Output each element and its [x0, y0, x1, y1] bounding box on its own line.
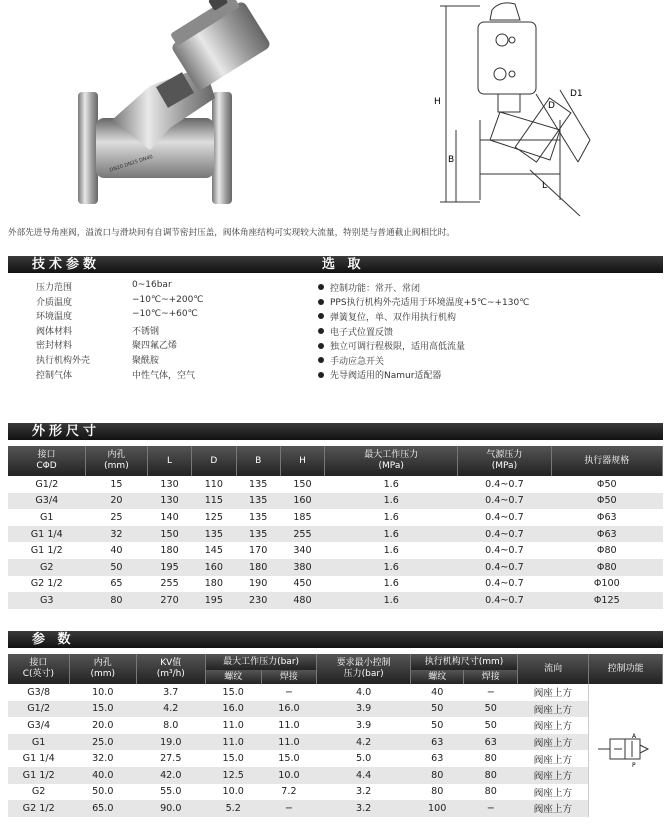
bullet-icon [318, 328, 324, 334]
table-cell: 135 [236, 526, 280, 543]
dim-label-b: B [448, 155, 455, 165]
dim-label-h: H [434, 97, 441, 107]
table-cell: 1.6 [383, 545, 399, 557]
table-cell: 3.9 [355, 719, 372, 731]
tech-param-row [36, 353, 203, 368]
section-bar-options: 选 取 [298, 256, 663, 273]
table-cell: 180 [160, 545, 179, 557]
option-item [318, 309, 529, 324]
table-cell: 80 [464, 767, 518, 784]
table-cell: G1 1/4 [22, 753, 55, 765]
option-text: PPS执行机构外壳适用于环境温度+5℃~+130℃ [330, 298, 530, 309]
table-cell: Φ63 [551, 526, 662, 543]
table-cell: 4.2 [136, 701, 205, 718]
table-cell: 4.2 [317, 734, 411, 751]
valve-symbol-icon [596, 729, 656, 769]
table-cell: 0.4~0.7 [458, 592, 551, 609]
table-cell: 115 [192, 493, 236, 510]
option-text: 电子式位置反馈 [330, 327, 394, 338]
col-bore: 内孔 (mm) [69, 654, 136, 684]
table-cell: 11.0 [278, 719, 300, 731]
option-item [318, 295, 529, 310]
tech-param-row [36, 295, 203, 310]
table-cell: 195 [192, 592, 236, 609]
option-item [318, 353, 529, 368]
table-cell: 0.4~0.7 [485, 545, 524, 557]
table-cell: 1.6 [325, 526, 458, 543]
table-cell: 1.6 [325, 559, 458, 576]
table-cell: 10.0 [222, 786, 244, 798]
body-marking: DN20 DN25 DN40 [108, 154, 154, 174]
table-cell: 50 [431, 719, 444, 731]
bullet-icon [318, 372, 324, 378]
section-bar-params: 参 数 [8, 631, 663, 648]
dim-header: L [147, 446, 191, 476]
table-cell: 11.0 [222, 719, 244, 731]
table-cell: 11.0 [205, 734, 261, 751]
col-control: 控制功能 [589, 654, 663, 684]
table-cell: 7.2 [281, 786, 297, 798]
table-cell: 19.0 [136, 734, 205, 751]
table-cell: G3/8 [27, 686, 51, 698]
tech-param-row [36, 309, 203, 324]
tech-param-row [36, 338, 203, 353]
table-cell: 180 [204, 578, 223, 590]
table-row [8, 592, 663, 609]
bullet-icon [318, 284, 324, 290]
table-cell: 130 [147, 493, 191, 510]
table-row [8, 701, 663, 718]
table-cell: 50 [464, 701, 518, 718]
bullet-icon [318, 357, 324, 363]
tech-param-row [36, 280, 203, 295]
col-weld2: 焊接 [464, 670, 518, 684]
col-flow: 流向 [517, 654, 588, 684]
tech-params-list [36, 280, 203, 382]
table-cell: 55.0 [160, 786, 182, 798]
params-table [8, 654, 663, 817]
table-cell: 80 [431, 786, 444, 798]
table-row [8, 767, 663, 784]
table-cell: 255 [280, 526, 324, 543]
tech-param-key: 控制气体 [36, 370, 73, 381]
dim-label-l: L [542, 181, 548, 191]
tech-param-key: 介质温度 [36, 297, 73, 308]
table-cell: 160 [192, 559, 236, 576]
table-row [8, 750, 663, 767]
dim-header: 最大工作压力 (MPa) [325, 446, 458, 476]
option-text: 独立可调行程极限，适用高低流量 [330, 342, 466, 353]
table-row [8, 493, 663, 510]
table-cell: 5.2 [205, 800, 261, 817]
col-thread: 螺纹 [205, 670, 261, 684]
table-cell: 32.0 [92, 753, 114, 765]
table-cell: 4.4 [317, 767, 411, 784]
table-cell: 15.0 [69, 701, 136, 718]
table-row [8, 476, 663, 493]
table-cell: 阀座上方 [517, 701, 588, 718]
table-cell: 135 [192, 526, 236, 543]
table-cell: 270 [147, 592, 191, 609]
table-cell: 11.0 [261, 734, 317, 751]
table-cell: Φ100 [593, 578, 620, 590]
table-cell: Φ125 [551, 592, 662, 609]
table-cell: 450 [293, 578, 312, 590]
symbol-label-a: A [631, 732, 637, 740]
table-cell: 0.4~0.7 [485, 578, 524, 590]
table-cell: Φ50 [596, 478, 617, 490]
table-cell: Φ50 [551, 493, 662, 510]
table-cell: 32 [86, 526, 148, 543]
option-item [318, 280, 529, 295]
options-list [318, 280, 529, 382]
table-cell: 40 [110, 545, 123, 557]
table-cell: 50 [86, 559, 148, 576]
table-cell: 80 [410, 767, 464, 784]
table-cell: 180 [236, 559, 280, 576]
table-cell: 230 [236, 592, 280, 609]
table-cell: 135 [249, 478, 268, 490]
option-text: 弹簧复位，单、双作用执行机构 [330, 312, 457, 323]
table-cell: G1/2 [35, 478, 59, 490]
dim-header: 气源压力 (MPa) [458, 446, 551, 476]
table-cell: 25 [110, 511, 123, 523]
table-cell: 50 [484, 719, 497, 731]
col-actuator: 执行机构尺寸(mm) [410, 654, 517, 670]
table-cell: 40 [431, 686, 444, 698]
option-text: 先导阀适用的Namur适配器 [330, 371, 442, 382]
tech-param-value: −10℃~+200℃ [132, 294, 204, 305]
dimensions-table [8, 446, 663, 609]
table-cell: 40.0 [69, 767, 136, 784]
table-cell: 10.0 [92, 686, 114, 698]
table-cell: − [284, 686, 293, 698]
option-item [318, 324, 529, 339]
table-cell: 90.0 [136, 800, 205, 817]
bullet-icon [318, 299, 324, 305]
table-cell: G2 1/2 [30, 578, 63, 590]
table-cell: 130 [160, 478, 179, 490]
tech-param-value: 不锈钢 [132, 326, 160, 337]
table-cell: 380 [280, 559, 324, 576]
table-cell: 150 [147, 526, 191, 543]
table-cell: 1.6 [325, 592, 458, 609]
table-cell: 255 [160, 578, 179, 590]
dim-header: H [280, 446, 324, 476]
table-cell: 80 [484, 786, 497, 798]
table-cell: 65 [110, 578, 123, 590]
table-cell: 0.4~0.7 [485, 511, 524, 523]
dim-header: D [192, 446, 236, 476]
table-cell: 190 [249, 578, 268, 590]
table-cell: 185 [293, 511, 312, 523]
table-cell: 1.6 [325, 493, 458, 510]
table-cell: 15.0 [278, 753, 300, 765]
dim-header: 执行器规格 [551, 446, 662, 476]
table-row [8, 509, 663, 526]
table-cell: 195 [147, 559, 191, 576]
table-row [8, 800, 663, 817]
table-cell: G1 [39, 511, 54, 523]
table-cell: 阀座上方 [533, 787, 573, 799]
table-cell: 27.5 [160, 753, 182, 765]
table-cell: 135 [236, 493, 280, 510]
table-cell: G1 1/2 [30, 545, 63, 557]
tech-param-value: 聚酰胺 [132, 355, 160, 366]
option-item [318, 338, 529, 353]
dim-label-d1: D1 [570, 89, 583, 99]
table-cell: 1.6 [383, 478, 399, 490]
col-max-pressure: 最大工作压力(bar) [205, 654, 316, 670]
dim-label-d: D [548, 101, 555, 111]
table-cell: G3/4 [27, 719, 51, 731]
product-illustrations [0, 0, 671, 222]
tech-param-value: 0~16bar [132, 280, 172, 290]
table-cell: 阀座上方 [517, 734, 588, 751]
section-bar-dimensions: 外形尺寸 [8, 423, 663, 440]
table-cell: Φ63 [596, 511, 617, 523]
tech-param-key: 环境温度 [36, 312, 73, 323]
table-cell: 0.4~0.7 [458, 493, 551, 510]
table-cell: G1/2 [8, 701, 69, 718]
bullet-icon [318, 343, 324, 349]
table-cell: G3/4 [8, 493, 86, 510]
table-cell: G2 [31, 786, 46, 798]
product-description: 外部先进导角座阀，溢流口与滑块间有自调节密封压盖，阀体角座结构可实现较大流量，特别是与普通截止阀相比时。 [8, 228, 455, 238]
table-cell: 100 [410, 800, 464, 817]
option-text: 手动应急开关 [330, 356, 385, 367]
table-cell: 4.0 [355, 686, 372, 698]
table-cell: 65.0 [69, 800, 136, 817]
table-cell: − [464, 800, 518, 817]
option-item [318, 368, 529, 383]
tech-param-row [36, 324, 203, 339]
table-cell: 20.0 [92, 719, 114, 731]
table-cell: 42.0 [136, 767, 205, 784]
table-cell: 8.0 [163, 719, 179, 731]
table-cell: 125 [204, 511, 223, 523]
table-cell: − [261, 800, 317, 817]
table-cell: Φ80 [551, 559, 662, 576]
table-cell: 480 [280, 592, 324, 609]
dim-header: B [236, 446, 280, 476]
table-cell: 0.4~0.7 [458, 526, 551, 543]
option-text: 控制功能：常开、常闭 [330, 283, 421, 294]
col-kv: KV值 (m³/h) [136, 654, 205, 684]
table-cell: 阀座上方 [533, 754, 573, 766]
table-cell: 20 [86, 493, 148, 510]
tech-param-key: 执行机构外壳 [36, 355, 91, 366]
table-row [8, 717, 663, 734]
table-cell: G1 1/4 [8, 526, 86, 543]
table-cell: 150 [293, 478, 312, 490]
table-cell: 160 [280, 493, 324, 510]
table-cell: 340 [293, 545, 312, 557]
table-row [8, 559, 663, 576]
table-cell: 5.0 [355, 753, 372, 765]
dim-header: 内孔 (mm) [86, 446, 148, 476]
table-cell: − [486, 686, 495, 698]
table-cell: 80 [86, 592, 148, 609]
table-cell: 25.0 [69, 734, 136, 751]
table-cell: 阀座上方 [533, 688, 573, 700]
table-cell: 63 [431, 753, 444, 765]
table-cell: 阀座上方 [517, 800, 588, 817]
table-row [8, 684, 663, 701]
col-thread2: 螺纹 [410, 670, 464, 684]
table-cell: 3.2 [317, 800, 411, 817]
control-symbol [589, 684, 663, 817]
table-cell: 63 [464, 734, 518, 751]
table-row [8, 784, 663, 801]
tech-param-key: 压力范围 [36, 283, 73, 293]
table-cell: 阀座上方 [517, 767, 588, 784]
bullet-icon [318, 313, 324, 319]
table-cell: 80 [484, 753, 497, 765]
table-cell: 3.2 [355, 786, 372, 798]
table-cell: 0.4~0.7 [458, 559, 551, 576]
tech-param-key: 密封材料 [36, 341, 73, 352]
col-port: 接口 C(英寸) [8, 654, 69, 684]
table-cell: 16.0 [261, 701, 317, 718]
col-weld: 焊接 [261, 670, 317, 684]
dim-header: 接口 CΦD [8, 446, 86, 476]
table-cell: Φ80 [596, 545, 617, 557]
table-cell: 1.6 [383, 578, 399, 590]
table-cell: G2 [8, 559, 86, 576]
tech-param-value: −10℃~+60℃ [132, 309, 198, 320]
table-cell: 135 [249, 511, 268, 523]
table-cell: 12.5 [205, 767, 261, 784]
table-cell: G3 [8, 592, 86, 609]
table-cell: 170 [249, 545, 268, 557]
table-row [8, 576, 663, 593]
dimension-diagram [400, 0, 671, 222]
table-row [8, 734, 663, 751]
table-row [8, 526, 663, 543]
table-cell: 10.0 [261, 767, 317, 784]
table-cell: 16.0 [205, 701, 261, 718]
table-cell: G1 1/2 [8, 767, 69, 784]
table-row [8, 542, 663, 559]
table-cell: 3.9 [317, 701, 411, 718]
symbol-label-p: P [631, 761, 636, 769]
tech-param-value: 中性气体，空气 [132, 370, 196, 381]
table-cell: 15.0 [222, 686, 244, 698]
tech-param-key: 阀体材料 [36, 326, 73, 337]
table-cell: 15.0 [222, 753, 244, 765]
table-cell: 0.4~0.7 [485, 478, 524, 490]
table-cell: 63 [410, 734, 464, 751]
table-cell: G2 1/2 [8, 800, 69, 817]
table-cell: 140 [160, 511, 179, 523]
table-cell: 110 [204, 478, 223, 490]
section-bar-tech: 技术参数 [8, 256, 308, 273]
col-min-pressure: 要求最小控制 压力(bar) [317, 654, 411, 684]
tech-param-value: 聚四氟乙烯 [132, 341, 178, 352]
tech-param-row [36, 368, 203, 383]
table-cell: 50 [410, 701, 464, 718]
table-cell: 15 [110, 478, 123, 490]
table-cell: G1 [8, 734, 69, 751]
table-cell: 阀座上方 [533, 721, 573, 733]
table-cell: 1.6 [383, 511, 399, 523]
table-cell: 145 [204, 545, 223, 557]
table-cell: 50.0 [92, 786, 114, 798]
table-cell: 3.7 [163, 686, 179, 698]
